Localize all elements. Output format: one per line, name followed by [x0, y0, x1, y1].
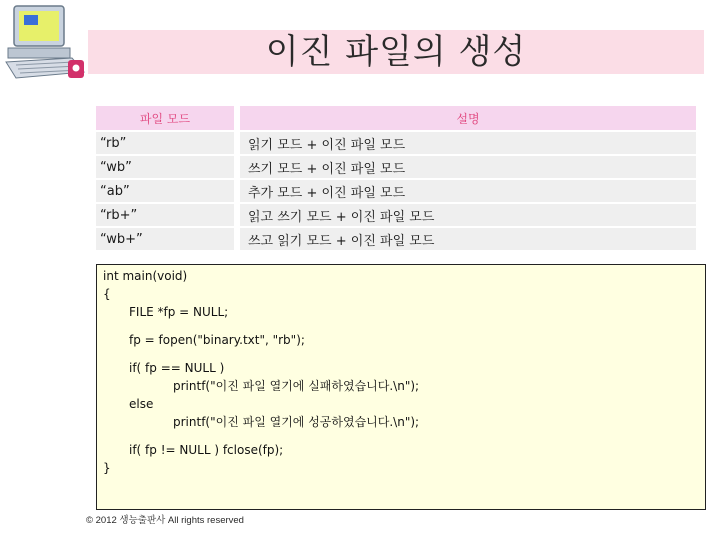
code-line: { — [103, 287, 111, 301]
mode-cell: “wb” — [96, 155, 234, 179]
description-cell: 읽기 모드 + 이진 파일 모드 — [240, 131, 696, 155]
code-line: fp = fopen("binary.txt", "rb"); — [129, 333, 305, 347]
column-header-mode: 파일 모드 — [96, 106, 234, 131]
mode-cell: “wb+” — [96, 227, 234, 250]
table-row — [96, 179, 696, 203]
slide-title: 이진 파일의 생성 — [265, 32, 527, 72]
code-line: if( fp == NULL ) — [129, 361, 225, 375]
mode-cell: “rb+” — [96, 203, 234, 227]
table-row — [96, 155, 696, 179]
description-cell: 읽고 쓰기 모드 + 이진 파일 모드 — [240, 203, 696, 227]
table-row — [96, 131, 696, 155]
code-line: int main(void) — [103, 269, 188, 283]
description-cell: 쓰고 읽기 모드 + 이진 파일 모드 — [240, 227, 696, 250]
code-line: printf("이진 파일 열기에 실패하였습니다.\n"); — [173, 379, 420, 393]
code-line: if( fp != NULL ) fclose(fp); — [129, 443, 284, 457]
file-mode-table — [96, 106, 696, 250]
mode-cell: “rb” — [96, 131, 234, 155]
mode-cell: “ab” — [96, 179, 234, 203]
column-header-description: 설명 — [240, 106, 696, 131]
table-row — [96, 203, 696, 227]
code-line: FILE *fp = NULL; — [129, 305, 229, 319]
description-cell: 쓰기 모드 + 이진 파일 모드 — [240, 155, 696, 179]
table-row — [96, 227, 696, 250]
code-example-box — [96, 264, 706, 510]
copyright-text: © 2012 생능출판사 All rights reserved — [86, 515, 244, 526]
code-line: printf("이진 파일 열기에 성공하였습니다.\n"); — [173, 415, 420, 429]
description-cell: 추가 모드 + 이진 파일 모드 — [240, 179, 696, 203]
computer-icon — [2, 2, 88, 82]
table-header-row — [96, 106, 696, 131]
code-line: else — [129, 397, 154, 411]
code-line: } — [103, 461, 111, 475]
